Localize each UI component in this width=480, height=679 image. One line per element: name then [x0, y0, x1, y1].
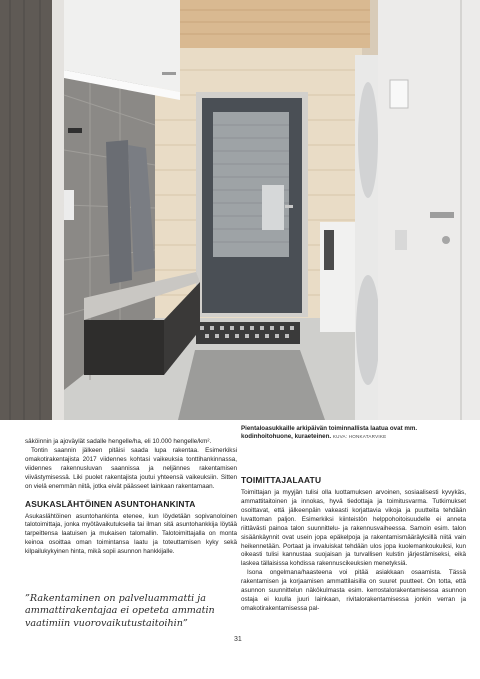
paragraph: Toimittajan ja myyjän tulisi olla luottamuksen arvoinen, sosiaalisesti kyvykäs, ammattitaitoinen ja innokas, hyvä tiedottaja ja toimitusvarma. Tutkimukset osoittavat, että jälkeenpäin vakeasti korjattavia vikoja ja puutteita tehdään luvattoman paljon. Esimerkiksi kiinteistön helppohoitoisuudelle ei anneta riittävästi painoa talon suunnittelu- ja rakennusvaiheessa. Samoin esim. talon sisäänkäynnit ovat usein jopa epäkelpoja ja rakentamismääräyksillä niitä vain heikennetään. Portaat ja invaluiskat tehdään ulos jopa kuolemankoukuiksi, kun oikeasti tulisi kannustaa suojaisan ja turvallisen kulstin järjestämiseksi, eikä laskea tällaisissa kohdissa rakennuscikeuksien menetyksiä.	[241, 488, 466, 568]
paragraph: Asukaslähtöinen asuntohankinta etenee, kun löydetään sopivanoloinen talotoimittaja, jonka myötävaikutuksella tai ilman sitä asuntohankkija löytää tarpeittensa laatuisen ja mukaisen talomallin. Talotoimittajalla on monta keinoa osoittaa oman toimintansa laatu ja toteuttamisen kyky sekä kilpailukykyinen hinta, mikä sopii asunnon hankkijalle.	[25, 512, 237, 556]
caption-text: Pientaloasukkaille arkipäivän toiminnallista laatua ovat mm. kodinhoitohuone, kuraeteinen.	[241, 425, 418, 441]
paragraph: Tontin saannin jälkeen pitäisi saada lupa rakentaa. Esimerkiksi omakotirakentajista 2017 viidennes kohtasi vaikeuksia tonttihankinnassa, viidennes rakennusluvan saannissa ja neljännes rakentamisen viivästymisessä. Liki puolet rakentajista joutui yhteensä vaikeuksiin. Sitten on vielä enemmän niitä, jotka eivät päässeet lainkaan rakentamaan.	[25, 446, 237, 490]
caption-credit: KUVA: HONKATARVIKE	[332, 434, 387, 440]
right-column	[241, 475, 466, 614]
section-heading: ASUKASLÄHTÖINEN ASUNTOHANKINTA	[25, 498, 196, 509]
paragraph: säköinnin ja ajoväylät sadalle hengelle/ha, eli 10.000 hengelle/km².	[25, 438, 212, 445]
pull-quote: ”Rakentaminen on palveluammatti ja ammattirakentajaa ei opeteta ammatin vaatimiin vuorovaikutustaitoihin”	[25, 593, 215, 629]
section-heading: TOIMITTAJALAATU	[241, 475, 322, 485]
photo-caption	[241, 425, 466, 442]
paragraph: Isona ongelmana/haasteena voi pitää asiakkaan osaamista. Tässä rakentamisen ja korjaamisen ammattilaisilla on suuret puutteet. On totta, että asunnon suunnittelun näkökulmasta esim. kerrostalorakentamisessa asunnon ostaja ei kuulla juuri lainkaan, rivitalorakentamisessa jonkin verran ja omakotirakentamisessa pal-	[241, 569, 466, 613]
left-column	[25, 438, 237, 557]
page-number: 31	[234, 636, 242, 643]
